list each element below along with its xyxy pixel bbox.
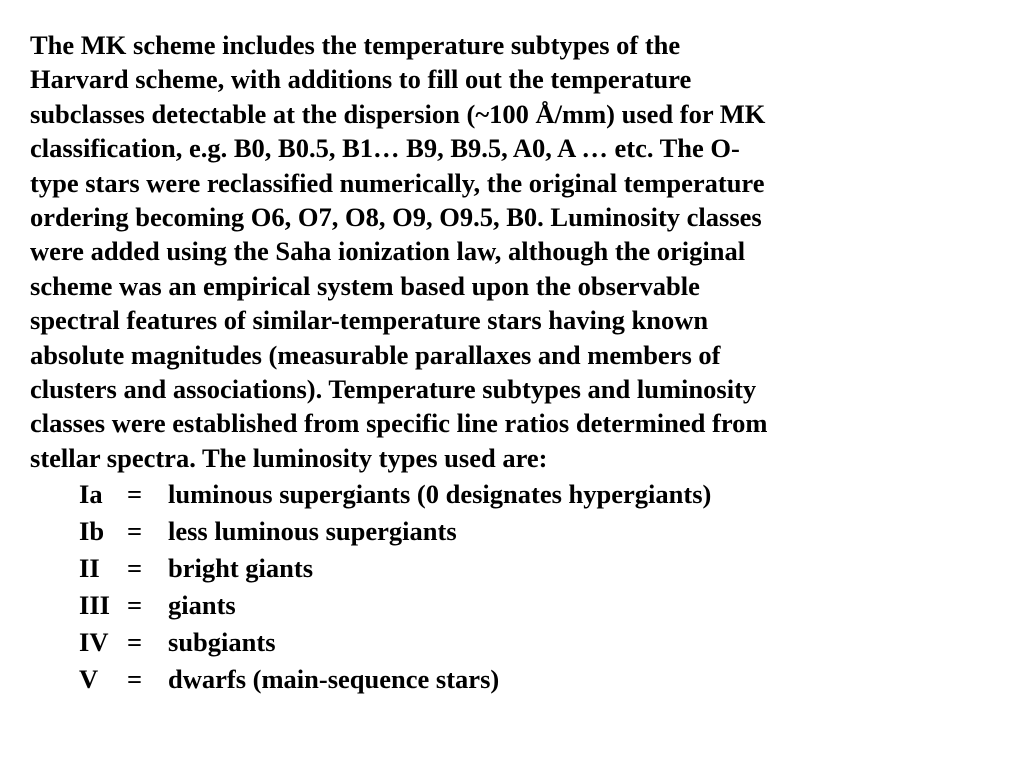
luminosity-row bbox=[79, 587, 711, 624]
paragraph-line: scheme was an empirical system based upon the observable bbox=[30, 270, 700, 301]
luminosity-class: II bbox=[79, 553, 100, 584]
slide-content bbox=[30, 28, 990, 698]
luminosity-row bbox=[79, 513, 711, 550]
paragraph-line: stellar spectra. The luminosity types used are: bbox=[30, 442, 548, 473]
equals-sign: = bbox=[127, 664, 143, 695]
equals-sign: = bbox=[127, 516, 143, 547]
luminosity-description: luminous supergiants (0 designates hypergiants) bbox=[168, 479, 712, 510]
luminosity-class: IV bbox=[79, 627, 109, 658]
equals-sign: = bbox=[127, 553, 143, 584]
luminosity-class: III bbox=[79, 590, 110, 621]
equals-sign: = bbox=[127, 479, 143, 510]
equals-sign: = bbox=[127, 627, 143, 658]
luminosity-types-table bbox=[79, 476, 711, 698]
luminosity-description: bright giants bbox=[168, 553, 314, 584]
paragraph-line: ordering becoming O6, O7, O8, O9, O9.5, B0. Luminosity classes bbox=[30, 201, 762, 232]
paragraph-line: clusters and associations). Temperature subtypes and luminosity bbox=[30, 373, 757, 404]
paragraph-line: classes were established from specific line ratios determined from bbox=[30, 408, 768, 439]
luminosity-class: V bbox=[79, 664, 99, 695]
equals-sign: = bbox=[127, 590, 143, 621]
paragraph-line: spectral features of similar-temperature stars having known bbox=[30, 305, 709, 336]
luminosity-row bbox=[79, 550, 711, 587]
luminosity-description: giants bbox=[168, 590, 236, 621]
luminosity-row bbox=[79, 661, 711, 698]
luminosity-class: Ib bbox=[79, 516, 105, 547]
paragraph-line: subclasses detectable at the dispersion (~100 Å/mm) used for MK bbox=[30, 98, 766, 129]
intro-paragraph bbox=[30, 28, 990, 475]
paragraph-line: classification, e.g. B0, B0.5, B1… B9, B9.5, A0, A … etc. The O- bbox=[30, 133, 740, 164]
luminosity-description: dwarfs (main-sequence stars) bbox=[168, 664, 500, 695]
luminosity-description: less luminous supergiants bbox=[168, 516, 457, 547]
paragraph-line: were added using the Saha ionization law, although the original bbox=[30, 236, 746, 267]
paragraph-line: absolute magnitudes (measurable parallaxes and members of bbox=[30, 339, 721, 370]
paragraph-line: type stars were reclassified numerically, the original temperature bbox=[30, 167, 765, 198]
luminosity-class: Ia bbox=[79, 479, 103, 510]
luminosity-row bbox=[79, 624, 711, 661]
luminosity-row bbox=[79, 476, 711, 513]
luminosity-description: subgiants bbox=[168, 627, 276, 658]
paragraph-line: The MK scheme includes the temperature subtypes of the bbox=[30, 30, 681, 60]
paragraph-line: Harvard scheme, with additions to fill out the temperature bbox=[30, 64, 692, 95]
